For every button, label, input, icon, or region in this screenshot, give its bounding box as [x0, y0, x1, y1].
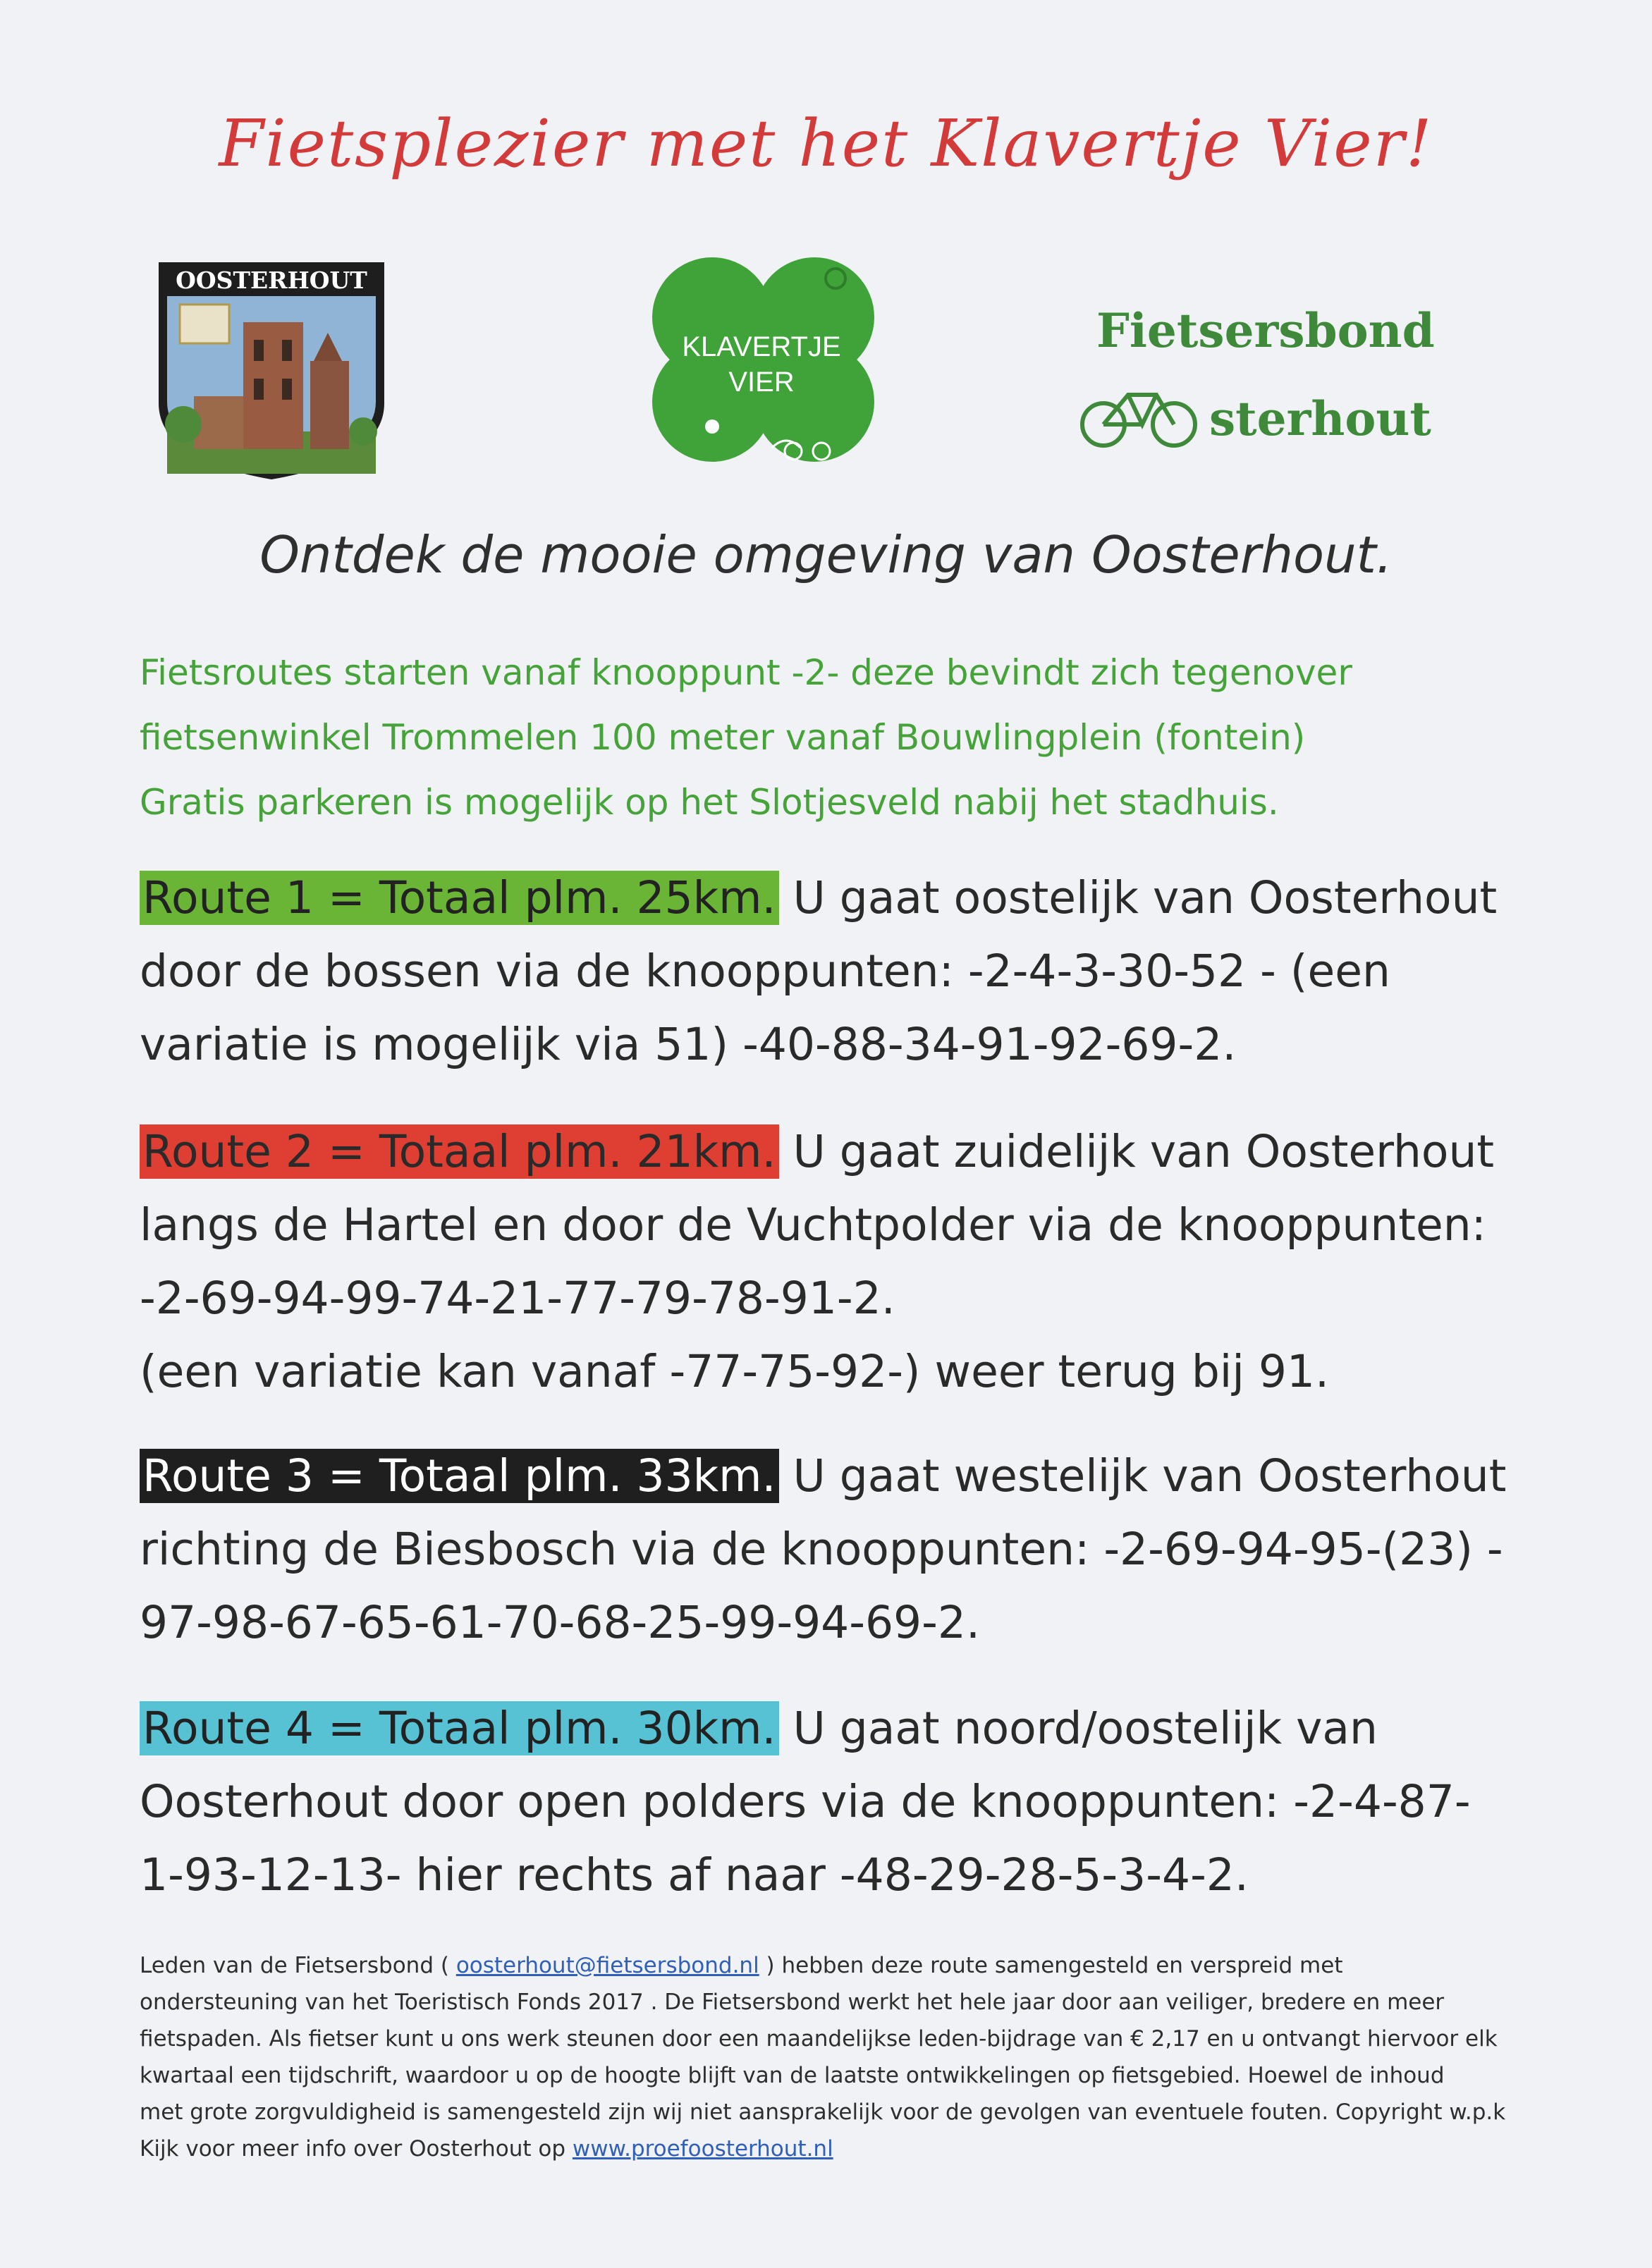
footer-line: ondersteuning van het Toeristisch Fonds 2017 . De Fietsersbond werkt het hele jaar door aan veiliger, bredere en meer — [140, 1990, 1445, 2015]
route-2-label: Route 2 = Totaal plm. 21km. — [140, 1124, 779, 1179]
route-3 — [140, 1440, 1550, 1660]
clover-line1: KLAVERTJE — [682, 331, 841, 362]
clover-line2: VIER — [728, 367, 795, 398]
footer-line: kwartaal een tijdschrift, waardoor u op de hoogte blijft van de laatste ontwikkelingen op fietsgebied. Hoewel de inhoud — [140, 2063, 1445, 2088]
intro-text — [140, 640, 1550, 835]
route-1-line: variatie is mogelijk via 51) -40-88-34-91-92-69-2. — [140, 1019, 1237, 1070]
route-3-text: U gaat westelijk van Oosterhout — [778, 1450, 1507, 1502]
footer-line: fietspaden. Als fietser kunt u ons werk steunen door een maandelijkse leden-bijdrage van € 2,17 en u ontvangt hiervoor elk — [140, 2026, 1498, 2052]
klavertje-vier-logo — [645, 250, 885, 472]
subtitle: Ontdek de mooie omgeving van Oosterhout. — [259, 525, 1393, 584]
route-2-line: (een variatie kan vanaf -77-75-92-) weer terug bij 91. — [140, 1346, 1330, 1397]
intro-line: fietsenwinkel Trommelen 100 meter vanaf Bouwlingplein (fontein) — [140, 717, 1306, 758]
footer-line: met grote zorgvuldigheid is samengesteld zijn wij niet aansprakelijk voor de gevolgen van eventuele fouten. Copyright w.p.k — [140, 2100, 1506, 2125]
route-4-line: Oosterhout door open polders via de knooppunten: -2-4-87- — [140, 1776, 1471, 1827]
email-link[interactable]: oosterhout@fietsersbond.nl — [455, 1953, 759, 1978]
website-link[interactable]: www.proefoosterhout.nl — [572, 2136, 833, 2162]
headline: Fietsplezier met het Klavertje Vier! — [219, 106, 1433, 181]
footer-text-part: Leden van de Fietsersbond ( — [140, 1953, 456, 1978]
route-1-text: U gaat oostelijk van Oosterhout — [778, 872, 1498, 924]
bond-title: Fietsersbond — [1096, 303, 1435, 358]
bicycle-icon — [1075, 381, 1202, 451]
route-1 — [140, 862, 1550, 1081]
route-4-line: 1-93-12-13- hier rechts af naar -48-29-28-5-3-4-2. — [140, 1849, 1249, 1901]
route-2-line: langs de Hartel en door de Vuchtpolder via de knooppunten: — [140, 1199, 1486, 1251]
route-4-text: U gaat noord/oostelijk van — [778, 1703, 1378, 1754]
route-4 — [140, 1692, 1550, 1912]
route-2 — [140, 1115, 1550, 1409]
footer-text-part: Kijk voor meer info over Oosterhout op — [140, 2136, 573, 2162]
bond-sub: sterhout — [1209, 391, 1431, 446]
route-2-text: U gaat zuidelijk van Oosterhout — [778, 1126, 1495, 1177]
intro-line: Fietsroutes starten vanaf knooppunt -2- deze bevindt zich tegenover — [140, 652, 1352, 693]
route-2-line: -2-69-94-99-74-21-77-79-78-91-2. — [140, 1273, 895, 1324]
fietsersbond-logo — [1075, 303, 1442, 458]
route-1-line: door de bossen via de knooppunten: -2-4-3-30-52 - (een — [140, 945, 1390, 997]
intro-line: Gratis parkeren is mogelijk op het Slotjesveld nabij het stadhuis. — [140, 782, 1279, 823]
route-3-line: richting de Biesbosch via de knooppunten: -2-69-94-95-(23) - — [140, 1524, 1503, 1575]
shield-title: OOSTERHOUT — [176, 266, 367, 294]
oosterhout-shield-logo — [152, 255, 391, 481]
route-3-label: Route 3 = Totaal plm. 33km. — [140, 1449, 779, 1503]
footer-text — [140, 1947, 1522, 2167]
footer-text-part: ) hebben deze route samengesteld en verspreid met — [759, 1953, 1343, 1978]
route-3-line: 97-98-67-65-61-70-68-25-99-94-69-2. — [140, 1597, 980, 1648]
route-4-label: Route 4 = Totaal plm. 30km. — [140, 1701, 779, 1755]
route-1-label: Route 1 = Totaal plm. 25km. — [140, 871, 779, 925]
